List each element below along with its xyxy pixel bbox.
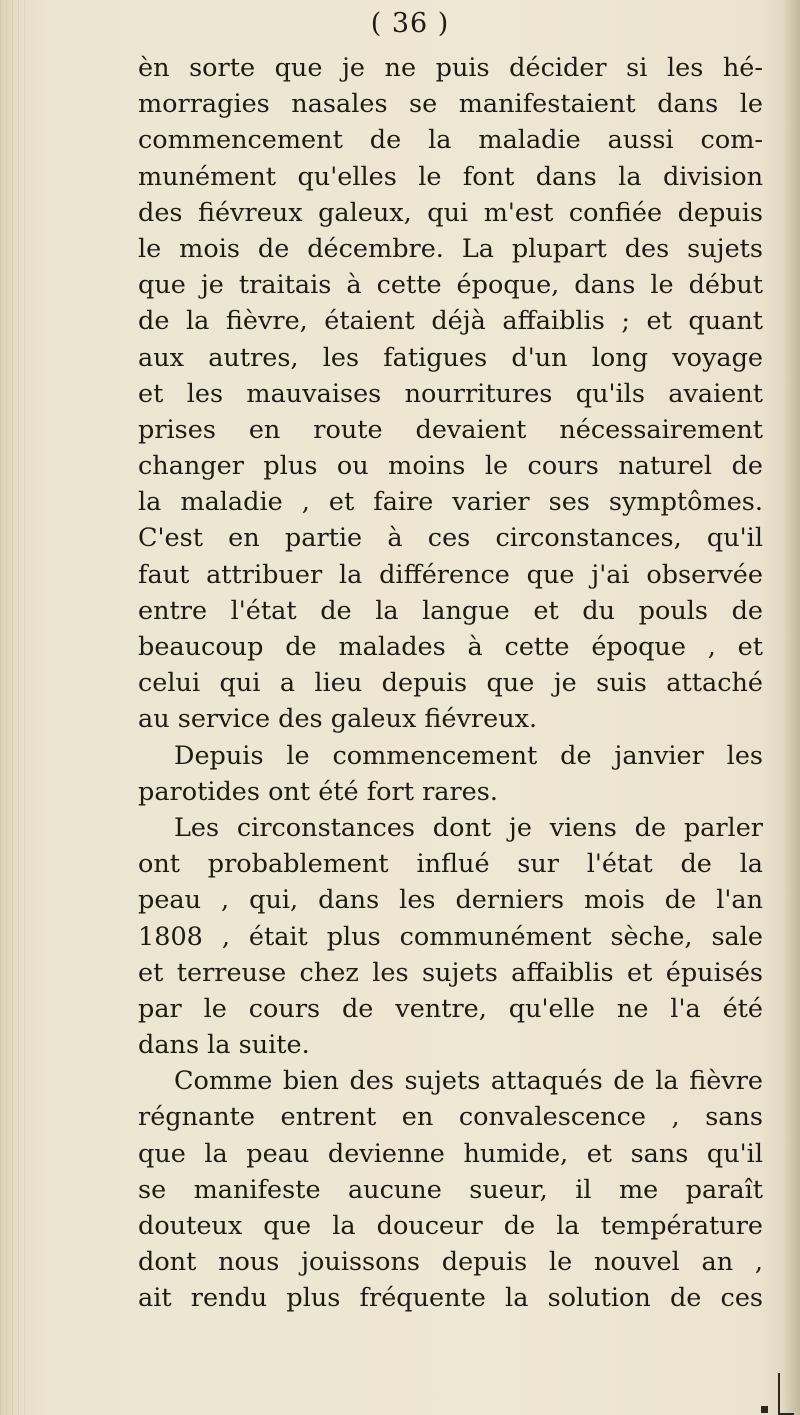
text-line: dont nous jouissons depuis le nouvel an ,	[138, 1247, 763, 1278]
text-line: et terreuse chez les sujets affaiblis et épuisés	[138, 957, 763, 988]
text-line: 1808 , était plus communément sèche, sale	[138, 921, 763, 952]
text-line: des fiévreux galeux, qui m'est confiée depuis	[138, 197, 763, 228]
text-line: entre l'état de la langue et du pouls de	[138, 595, 763, 626]
page-edge-shadow	[784, 0, 800, 1415]
text-line: beaucoup de malades à cette époque , et	[138, 632, 763, 662]
text-line: munément qu'elles le font dans la division	[138, 161, 763, 192]
print-mark	[761, 1406, 768, 1413]
text-line: aux autres, les fatigues d'un long voyage	[138, 342, 763, 373]
text-line: Depuis le commencement de janvier les	[174, 740, 763, 771]
text-line: douteux que la douceur de la température	[138, 1211, 763, 1241]
text-line: que je traitais à cette époque, dans le début	[138, 270, 763, 301]
text-line: commencement de la maladie aussi com-	[138, 125, 763, 156]
body-text	[138, 50, 763, 1317]
text-line: et les mauvaises nourritures qu'ils avaient	[138, 378, 763, 409]
page-number: ( 36 )	[370, 8, 450, 39]
text-line: Les circonstances dont je viens de parler	[174, 812, 763, 843]
text-line: de la fièvre, étaient déjà affaiblis ; et quant	[138, 306, 763, 337]
text-line: Comme bien des sujets attaqués de la fièvre	[174, 1066, 763, 1097]
text-line: par le cours de ventre, qu'elle ne l'a été	[138, 993, 763, 1024]
text-line: changer plus ou moins le cours naturel de	[138, 451, 763, 482]
text-line: faut attribuer la différence que j'ai observée	[138, 559, 763, 590]
text-line: prises en route devaient nécessairement	[138, 414, 763, 445]
text-line: celui qui a lieu depuis que je suis attaché	[138, 668, 763, 699]
text-line: que la peau devienne humide, et sans qu'il	[138, 1138, 763, 1169]
text-line: au service des galeux fiévreux.	[138, 704, 538, 735]
page-binding-shadow	[0, 0, 30, 1415]
text-line: èn sorte que je ne puis décider si les hé-	[138, 53, 763, 83]
text-line: régnante entrent en convalescence , sans	[138, 1102, 763, 1133]
text-line: ont probablement influé sur l'état de la	[138, 849, 763, 880]
text-line: dans la suite.	[138, 1030, 310, 1061]
text-line: peau , qui, dans les derniers mois de l'an	[138, 885, 763, 916]
text-line: parotides ont été fort rares.	[138, 776, 498, 807]
text-line: le mois de décembre. La plupart des sujets	[138, 233, 763, 264]
text-line: ait rendu plus fréquente la solution de ces	[138, 1283, 763, 1314]
corner-mark	[778, 1373, 794, 1415]
text-line: morragies nasales se manifestaient dans le	[138, 89, 763, 120]
text-line: C'est en partie à ces circonstances, qu'il	[138, 523, 763, 554]
text-line: se manifeste aucune sueur, il me paraît	[138, 1174, 763, 1205]
text-line: la maladie , et faire varier ses symptômes.	[138, 487, 763, 518]
